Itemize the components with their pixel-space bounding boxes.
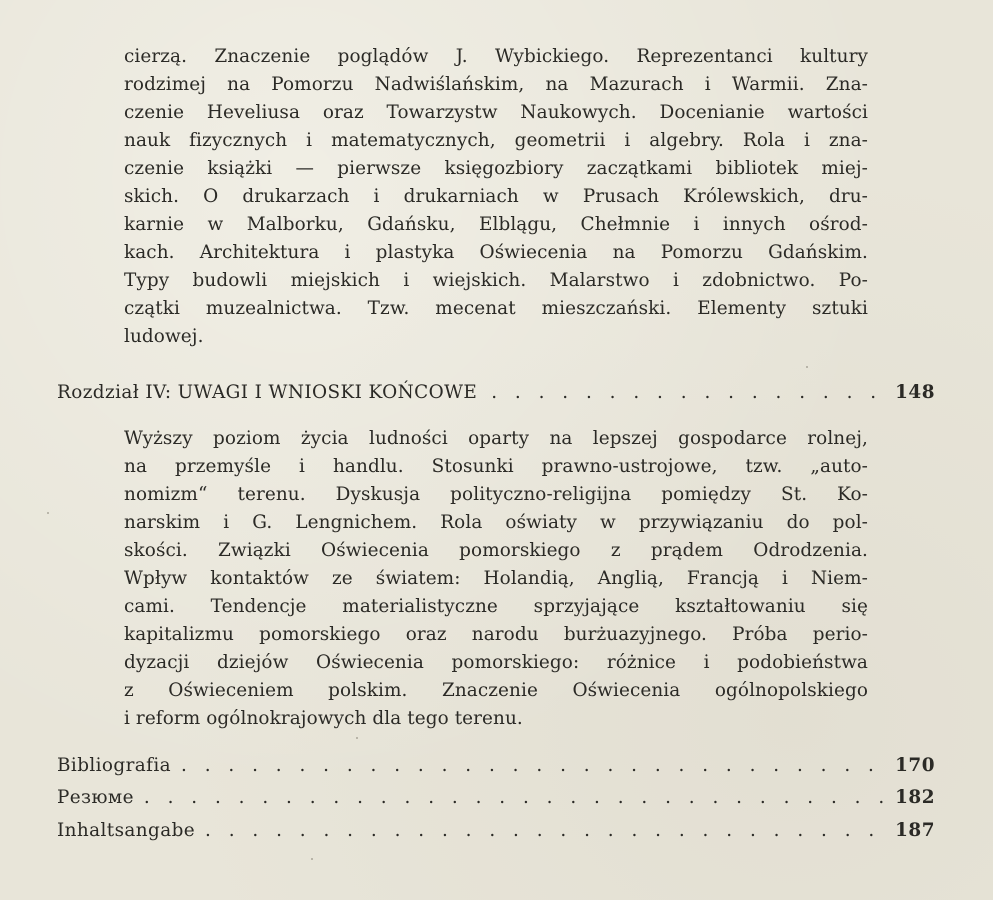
text-line: kapitalizmu pomorskiego oraz narodu burżuazyjnego. Próba perio- [124, 624, 868, 645]
toc-leader-dots [491, 379, 885, 407]
text-line: czenie Heveliusa oraz Towarzystw Naukowych. Docenianie wartości [124, 102, 868, 123]
toc-page-number: 170 [895, 755, 935, 776]
toc-entry-bibliografia [57, 752, 935, 780]
text-line: cami. Tendencje materialistyczne sprzyjające kształtowaniu się [124, 596, 868, 617]
text-line: cierzą. Znaczenie poglądów J. Wybickiego. Reprezentanci kultury [124, 46, 868, 67]
toc-entry-title: Bibliografia [57, 755, 171, 776]
toc-page-number: 187 [895, 820, 935, 841]
text-line: nomizm“ terenu. Dyskusja polityczno-religijna pomiędzy St. Ko- [124, 484, 868, 505]
text-line: kach. Architektura i plastyka Oświecenia na Pomorzu Gdańskim. [124, 242, 868, 263]
text-line: skości. Związki Oświecenia pomorskiego z prądem Odrodzenia. [124, 540, 868, 561]
text-line: na przemyśle i handlu. Stosunki prawno-ustrojowe, tzw. „auto- [124, 456, 868, 477]
text-line: i reform ogólnokrajowych dla tego terenu. [124, 708, 523, 729]
text-line: karnie w Malborku, Gdańsku, Elblągu, Chełmnie i innych ośrod- [124, 214, 868, 235]
paper-speck [311, 858, 313, 860]
toc-page-number: 148 [895, 382, 935, 403]
text-line: Wyższy poziom życia ludności oparty na lepszej gospodarce rolnej, [124, 428, 868, 449]
toc-entry-rezume [57, 784, 935, 812]
toc-entry-inhaltsangabe [57, 817, 935, 845]
text-line: z Oświeceniem polskim. Znaczenie Oświecenia ogólnopolskiego [124, 680, 868, 701]
toc-entry-rozdzial-iv [57, 379, 935, 407]
text-line: Typy budowli miejskich i wiejskich. Malarstwo i zdobnictwo. Po- [124, 270, 868, 291]
text-line: skich. O drukarzach i drukarniach w Prusach Królewskich, dru- [124, 186, 868, 207]
paper-speck [356, 737, 358, 739]
text-line: dyzacji dziejów Oświecenia pomorskiego: różnice i podobieństwa [124, 652, 868, 673]
toc-entry-title: Inhaltsangabe [57, 820, 196, 841]
toc-leader-dots [205, 817, 885, 845]
text-line: czątki muzealnictwa. Tzw. mecenat mieszczański. Elementy sztuki [124, 298, 868, 319]
text-line: narskim i G. Lengnichem. Rola oświaty w przywiązaniu do pol- [124, 512, 868, 533]
toc-page-number: 182 [895, 787, 935, 808]
chapter-summary-paragraph [124, 43, 868, 351]
toc-leader-dots [144, 784, 885, 812]
text-line: Wpływ kontaktów ze światem: Holandią, Anglią, Francją i Niem- [124, 568, 868, 589]
text-line: czenie książki — pierwsze księgozbiory zaczątkami bibliotek miej- [124, 158, 868, 179]
toc-leader-dots [181, 752, 885, 780]
paper-speck [806, 366, 808, 368]
text-line: nauk fizycznych i matematycznych, geometrii i algebry. Rola i zna- [124, 130, 868, 151]
chapter-summary-paragraph [124, 425, 868, 733]
text-line: rodzimej na Pomorzu Nadwiślańskim, na Mazurach i Warmii. Zna- [124, 74, 868, 95]
text-line: ludowej. [124, 326, 204, 347]
toc-entry-title: Резюме [57, 787, 134, 808]
paper-speck [47, 512, 49, 514]
toc-entry-title: Rozdział IV: UWAGI I WNIOSKI KOŃCOWE [57, 382, 478, 403]
